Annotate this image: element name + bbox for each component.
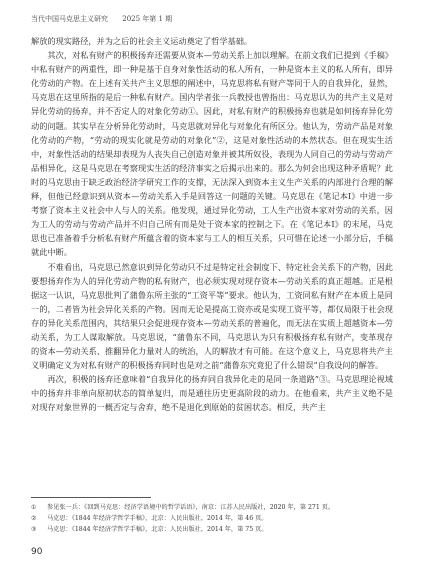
- running-header: [31, 14, 184, 24]
- footnote-marker: ①: [31, 504, 37, 511]
- paragraph: 再次，积极的扬弃还意味着“自我异化的扬弃同自我异化走的是同一条道路”③。马克思理论视域中的扬弃并非单向原初状态的简单复归，而是通往历史更高阶段的动力。在他看来，共产主义绝不是对现存对象世界的一概否定与舍弃，绝不是退化到原始的贫困状态。相反，共产主: [31, 374, 393, 413]
- footnote: [31, 524, 393, 535]
- footnote-text: 参见张一兵：《回到马克思：经济学语境中的哲学话语》，南京：江苏人民出版社，2020 年，第 271 页。: [47, 504, 335, 511]
- footnote: [31, 513, 393, 524]
- paragraph: 其次，对私有财产的积极扬弃还需要从资本—劳动关系上加以理解。在前文我们已提到《手稿》中私有财产的两重性，即一种是基于自身对象性活动的私人所有，一种是资本主义的私人所有，即异化劳动的产物。在上述有关共产主义思想的阐述中，马克思将私有财产等同于人的自我异化，显然，马克思在这里所指的是后一种私有财产。国内学者张一兵教授也曾指出：马克思认为的共产主义是对异化劳动的扬弃，并不否定人的对象化劳动①。因此，对私有财产的积极扬弃也就是如何扬弃异化劳动的问题。其实早在分析异化劳动时，马克思就对异化与对象化有所区分。他认为，劳动产品是对象化劳动的产物，“劳动的现实化就是劳动的对象化”②，这是对象性活动的本然状态。但在现实生活中，对象性活动的结果却表现为人丧失自己创造对象并被其所奴役，表现为人同自己的劳动与劳动产品相异化，这是马克思在考察现实生活的经济事实之后揭示出来的。那么为何会出现这种矛盾呢？此时的马克思由于缺乏政治经济学研究工作的支撑，无法深入到资本主义生产关系的内部进行合理的解释，但他已经意识到从资本—劳动关系入手是回答这一问题的关键。马克思在《笔记本Ⅰ》中进一步考察了资本主义社会中人与人的关系。他发现，通过异化劳动，工人生产出资本家对劳动的关系，因为工人的劳动与劳动产品并不归自己所有而是处于资本家的控制之下。在《笔记本Ⅰ》的末尾，马克思也已准备着手分析私有财产所蕴含着的资本家与工人的相互关系，只可惜在论述一小部分后，手稿就此中断。: [31, 50, 393, 258]
- footnote-text: 马克思：《1844 年经济学哲学手稿》，北京：人民出版社，2014 年，第 75 页。: [47, 526, 268, 533]
- paragraph: 解放的现实路径，并为之后的社会主义运动奠定了哲学基础。: [31, 36, 253, 46]
- footnote-marker: ③: [31, 526, 37, 533]
- paragraph: 不难看出，马克思已然意识到异化劳动只不过是特定社会制度下、特定社会关系下的产物，因此要想扬弃作为人的异化劳动产物的私有财产，也必须实现对现存资本—劳动关系的真正超越。正是根据这一认识，马克思批判了蒲鲁东所主张的“工资平等”要求。他认为，工资同私有财产在本质上是同一的，二者皆为社会异化关系的产物。因而无论是提高工资亦或是实现工资平等，都仅局限于社会现存的异化关系范围内，其结果只会促进现存资本—劳动关系的普遍化，而无法在实质上超越资本—劳动关系，为工人谋取解放。马克思说，“蒲鲁东不同，马克思认为只有积极扬弃私有财产，变革现存的资本—劳动关系、推翻异化力量对人的统治，人的解放才有可能。在这个意义上，马克思将共产主义明确定义为对私有财产的积极扬弃同时也是对之前“蒲鲁东究竟犯了什么错误”自我设问的解答。: [31, 261, 393, 371]
- page-number: 90: [31, 547, 43, 557]
- article-body: [31, 34, 393, 415]
- issue-label: 2025 年第 1 期: [122, 15, 173, 23]
- footnote: [31, 502, 393, 513]
- footnote-divider: [31, 497, 151, 498]
- footnote-marker: ②: [31, 515, 37, 522]
- footnote-text: 马克思：《1844 年经济学哲学手稿》，北京：人民出版社，2014 年，第 46 页。: [47, 515, 268, 522]
- footnotes: [31, 502, 393, 535]
- journal-title: 当代中国马克思主义研究: [31, 15, 108, 23]
